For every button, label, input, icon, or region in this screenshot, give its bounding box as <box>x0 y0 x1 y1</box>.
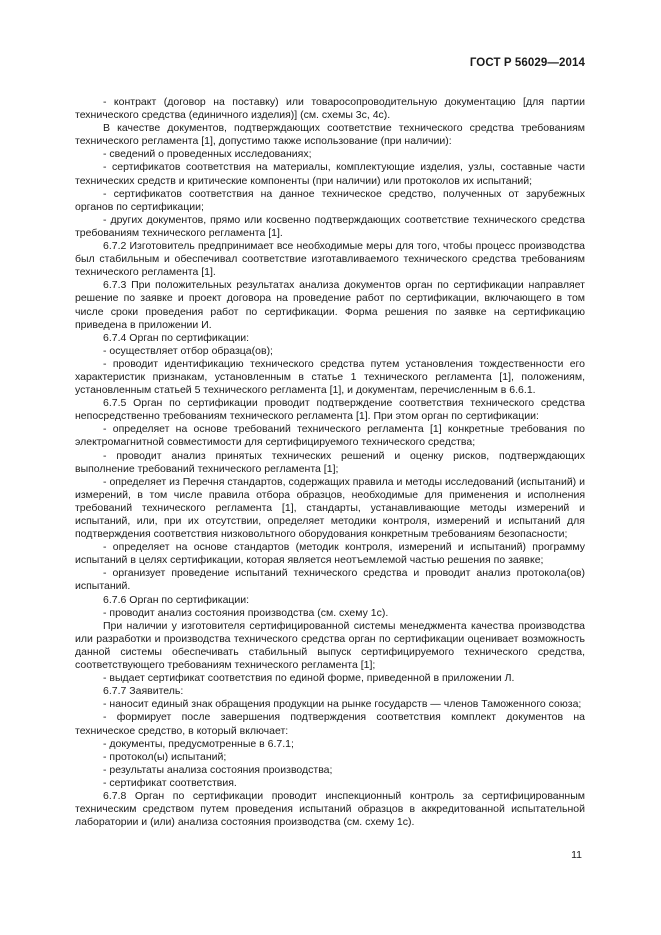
paragraph: 6.7.2 Изготовитель предпринимает все необходимые меры для того, чтобы процесс производства был стабильным и обеспечивал соответствие изготавливаемого технического средства требованиям технического регламента [1]. <box>75 240 585 279</box>
paragraph: - контракт (договор на поставку) или товаросопроводительную документацию [для партии технического средства (единичного изделия)] (см. схемы 3с, 4с). <box>75 96 585 122</box>
paragraph: - организует проведение испытаний технического средства и проводит анализ протокола(ов) испытаний. <box>75 567 585 593</box>
paragraph: - определяет на основе требований технического регламента [1] конкретные требования по электромагнитной совместимости для сертифицируемого технического средства; <box>75 423 585 449</box>
paragraph: - проводит идентификацию технического средства путем установления тождественности его характеристик признакам, установленным в статье 1 технического регламента [1], положениям, установленным статьей 5 технического регламента [1], и документам, перечисленным в 6.6.1. <box>75 357 585 397</box>
paragraph: 6.7.8 Орган по сертификации проводит инспекционный контроль за сертифицированным техническим средством путем проведения испытаний образцов в аккредитованной испытательной лаборатории и (или) анализа состояния производства (см. схему 1с). <box>75 789 585 829</box>
paragraph: 6.7.7 Заявитель: <box>103 685 184 698</box>
paragraph: - осуществляет отбор образца(ов); <box>103 344 273 357</box>
paragraph: - наносит единый знак обращения продукции на рынке государств — членов Таможенного союза; <box>103 698 582 711</box>
paragraph: - определяет на основе стандартов (методик контроля, измерений и испытаний) программу испытаний в целях сертификации, которая является неотъемлемой частью решения по заявке; <box>75 541 585 567</box>
paragraph: В качестве документов, подтверждающих соответствие технического средства требованиям технического регламента [1], допустимо также использование (при наличии): <box>75 122 585 148</box>
paragraph: - сведений о проведенных исследованиях; <box>103 148 312 161</box>
sub-list-item: - сертификат соответствия. <box>103 776 237 789</box>
standard-code-header: ГОСТ Р 56029—2014 <box>469 57 585 69</box>
paragraph: - выдает сертификат соответствия по единой форме, приведенной в приложении Л. <box>103 672 515 685</box>
paragraph: - проводит анализ состояния производства (см. схему 1с). <box>103 606 389 619</box>
document-body <box>75 96 585 829</box>
paragraph: - сертификатов соответствия на материалы, комплектующие изделия, узлы, составные части технических средств и критические компоненты (при наличии) или протоколов их испытаний; <box>75 161 585 187</box>
sub-list-item: - результаты анализа состояния производства; <box>103 763 333 776</box>
paragraph: 6.7.4 Орган по сертификации: <box>103 331 250 344</box>
paragraph: - проводит анализ принятых технических решений и оценку рисков, подтверждающих выполнение требований технического регламента [1]; <box>75 449 585 475</box>
paragraph: 6.7.5 Орган по сертификации проводит подтверждение соответствия технического средства непосредственно требованиям технического регламента [1]. При этом орган по сертификации: <box>75 397 585 423</box>
paragraph: 6.7.6 Орган по сертификации: <box>103 593 250 606</box>
page-number: 11 <box>571 849 582 861</box>
sub-list-item: - документы, предусмотренные в 6.7.1; <box>103 737 294 750</box>
paragraph: - сертификатов соответствия на данное техническое средство, полученных от зарубежных органов по сертификации; <box>75 187 585 213</box>
paragraph: 6.7.3 При положительных результатах анализа документов орган по сертификации направляет решение по заявке и проект договора на проведение работ по сертификации, включающего в том числе сроки проведения работ по сертификации. Форма решения по заявке на сертификацию приведена в приложении И. <box>75 279 585 331</box>
paragraph: - определяет из Перечня стандартов, содержащих правила и методы исследований (испытаний) и измерений, в том числе правила отбора образцов, необходимые для применения и исполнения требований технического регламента [1], стандарты, устанавливающие методы измерений и испытаний, или, при их отсутствии, определяет методики контроля, измерений и испытаний для подтверждения соответствия низковольтного оборудования конкретным требованиям безопасности; <box>75 475 585 541</box>
paragraph: - формирует после завершения подтверждения соответствия комплект документов на техническое средство, в который включает: <box>75 711 585 737</box>
paragraph: - других документов, прямо или косвенно подтверждающих соответствие технического средства требованиям технического регламента [1]. <box>75 213 585 239</box>
sub-list-item: - протокол(ы) испытаний; <box>103 750 227 763</box>
paragraph: При наличии у изготовителя сертифицированной системы менеджмента качества производства или разработки и производства технического средства орган по сертификации оценивает возможность данной системы обеспечивать стабильный выпуск сертифицируемого технического средства, соответствующего требованиям технического регламента [1]; <box>75 619 585 672</box>
